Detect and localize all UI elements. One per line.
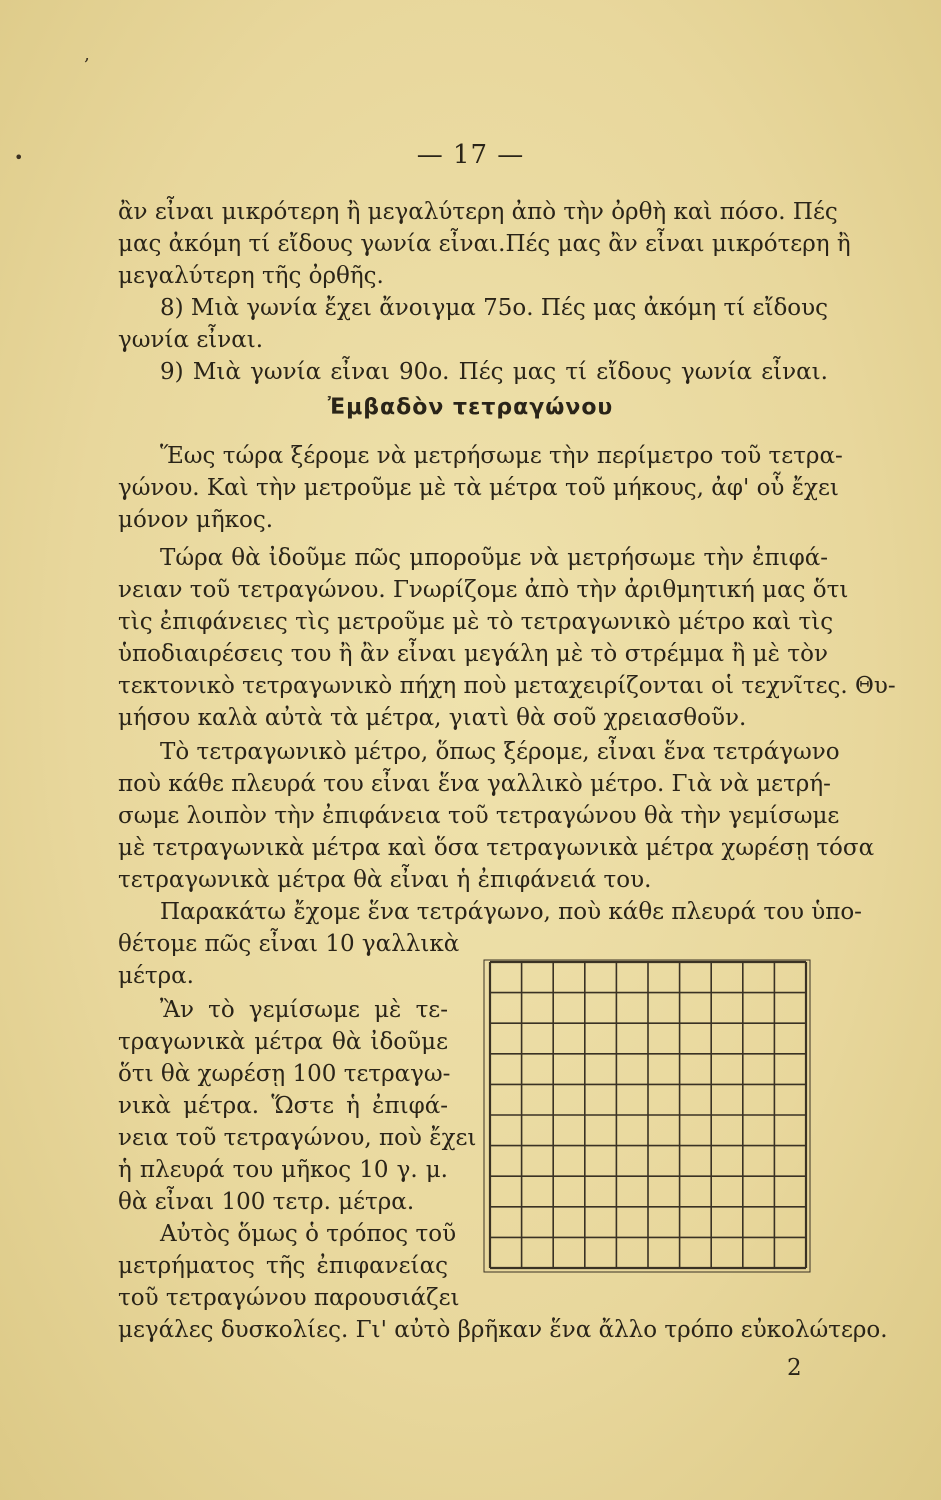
text-line: μήσου καλὰ αὐτὰ τὰ μέτρα, γιατὶ θὰ σοῦ χρειασθοῦν.: [118, 705, 747, 731]
text-line: Αὐτὸς ὅμως ὁ τρόπος τοῦ: [160, 1221, 457, 1247]
text-line: θέτομε πῶς εἶναι 10 γαλλικὰ: [118, 931, 460, 957]
text-line: μετρήματος τῆς ἐπιφανείας: [118, 1253, 448, 1279]
question-9-line: 9) Μιὰ γωνία εἶναι 90ο. Πές μας τί εἴδους γωνία εἶναι.: [160, 359, 828, 385]
print-mark: ‚: [84, 44, 90, 65]
text-line: νειαν τοῦ τετραγώνου. Γνωρίζομε ἀπὸ τὴν ἀριθμητική μας ὅτι: [118, 577, 849, 603]
text-line: ἡ πλευρά του μῆκος 10 γ. μ.: [118, 1157, 448, 1183]
text-line: τεκτονικὸ τετραγωνικὸ πήχη ποὺ μεταχειρίζονται οἱ τεχνῖτες. Θυ-: [118, 673, 896, 699]
text-line: μέτρα.: [118, 963, 194, 989]
section-heading: Ἐμβαδὸν τετραγώνου: [327, 395, 614, 420]
text-line: Ἂν τὸ γεμίσωμε μὲ τε-: [160, 997, 448, 1023]
text-line: μας ἀκόμη τί εἴδους γωνία εἶναι.Πές μας ἂν εἶναι μικρότερη ἢ: [118, 231, 851, 257]
text-line: τὶς ἐπιφάνειες τὶς μετροῦμε μὲ τὸ τετραγωνικὸ μέτρο καὶ τὶς: [118, 609, 834, 635]
grid-outer-frame: [484, 960, 810, 1272]
text-line: ὑποδιαιρέσεις του ἢ ἂν εἶναι μεγάλη μὲ τὸ στρέμμα ἢ μὲ τὸν: [118, 641, 828, 667]
text-line: μόνον μῆκος.: [118, 507, 274, 533]
text-line: Παρακάτω ἔχομε ἕνα τετράγωνο, ποὺ κάθε πλευρά του ὑπο-: [160, 899, 862, 925]
text-line: νικὰ μέτρα. Ὥστε ἡ ἐπιφά-: [118, 1093, 448, 1119]
grid-drawing: [482, 958, 812, 1276]
text-line: μεγάλες δυσκολίες. Γι' αὐτὸ βρῆκαν ἕνα ἄλλο τρόπο εὐκολώτερο.: [118, 1317, 888, 1343]
text-line: ὅτι θὰ χωρέσῃ 100 τετραγω-: [118, 1061, 451, 1087]
text-line: μὲ τετραγωνικὰ μέτρα καὶ ὅσα τετραγωνικὰ μέτρα χωρέσῃ τόσα: [118, 835, 875, 861]
text-line: θὰ εἶναι 100 τετρ. μέτρα.: [118, 1189, 415, 1215]
text-line: γώνου. Καὶ τὴν μετροῦμε μὲ τὰ μέτρα τοῦ μήκους, ἀφ' οὗ ἔχει: [118, 475, 839, 501]
question-8-line: 8) Μιὰ γωνία ἔχει ἄνοιγμα 75ο. Πές μας ἀκόμη τί εἴδους: [160, 295, 829, 321]
question-8-line: γωνία εἶναι.: [118, 327, 264, 353]
text-line: τετραγωνικὰ μέτρα θὰ εἶναι ἡ ἐπιφάνειά του.: [118, 867, 652, 893]
square-grid-figure: [482, 958, 812, 1276]
page-number: — 17 —: [416, 140, 525, 170]
text-line: τοῦ τετραγώνου παρουσιάζει: [118, 1285, 460, 1311]
text-line: μεγαλύτερη τῆς ὀρθῆς.: [118, 263, 384, 289]
text-line: Ἕως τώρα ξέρομε νὰ μετρήσωμε τὴν περίμετρο τοῦ τετρα-: [160, 443, 843, 469]
text-line: ἂν εἶναι μικρότερη ἢ μεγαλύτερη ἀπὸ τὴν ὀρθὴ καὶ πόσο. Πές: [118, 199, 838, 225]
text-line: Τὸ τετραγωνικὸ μέτρο, ὅπως ξέρομε, εἶναι ἕνα τετράγωνο: [160, 739, 840, 765]
text-line: Τώρα θὰ ἰδοῦμε πῶς μποροῦμε νὰ μετρήσωμε τὴν ἐπιφά-: [160, 545, 828, 571]
text-line: σωμε λοιπὸν τὴν ἐπιφάνεια τοῦ τετραγώνου θὰ τὴν γεμίσωμε: [118, 803, 840, 829]
text-line: ποὺ κάθε πλευρά του εἶναι ἕνα γαλλικὸ μέτρο. Γιὰ νὰ μετρή-: [118, 771, 831, 797]
print-mark: •: [14, 148, 24, 167]
signature-number: 2: [787, 1355, 802, 1381]
text-line: τραγωνικὰ μέτρα θὰ ἰδοῦμε: [118, 1029, 448, 1055]
text-line: νεια τοῦ τετραγώνου, ποὺ ἔχει: [118, 1125, 477, 1151]
